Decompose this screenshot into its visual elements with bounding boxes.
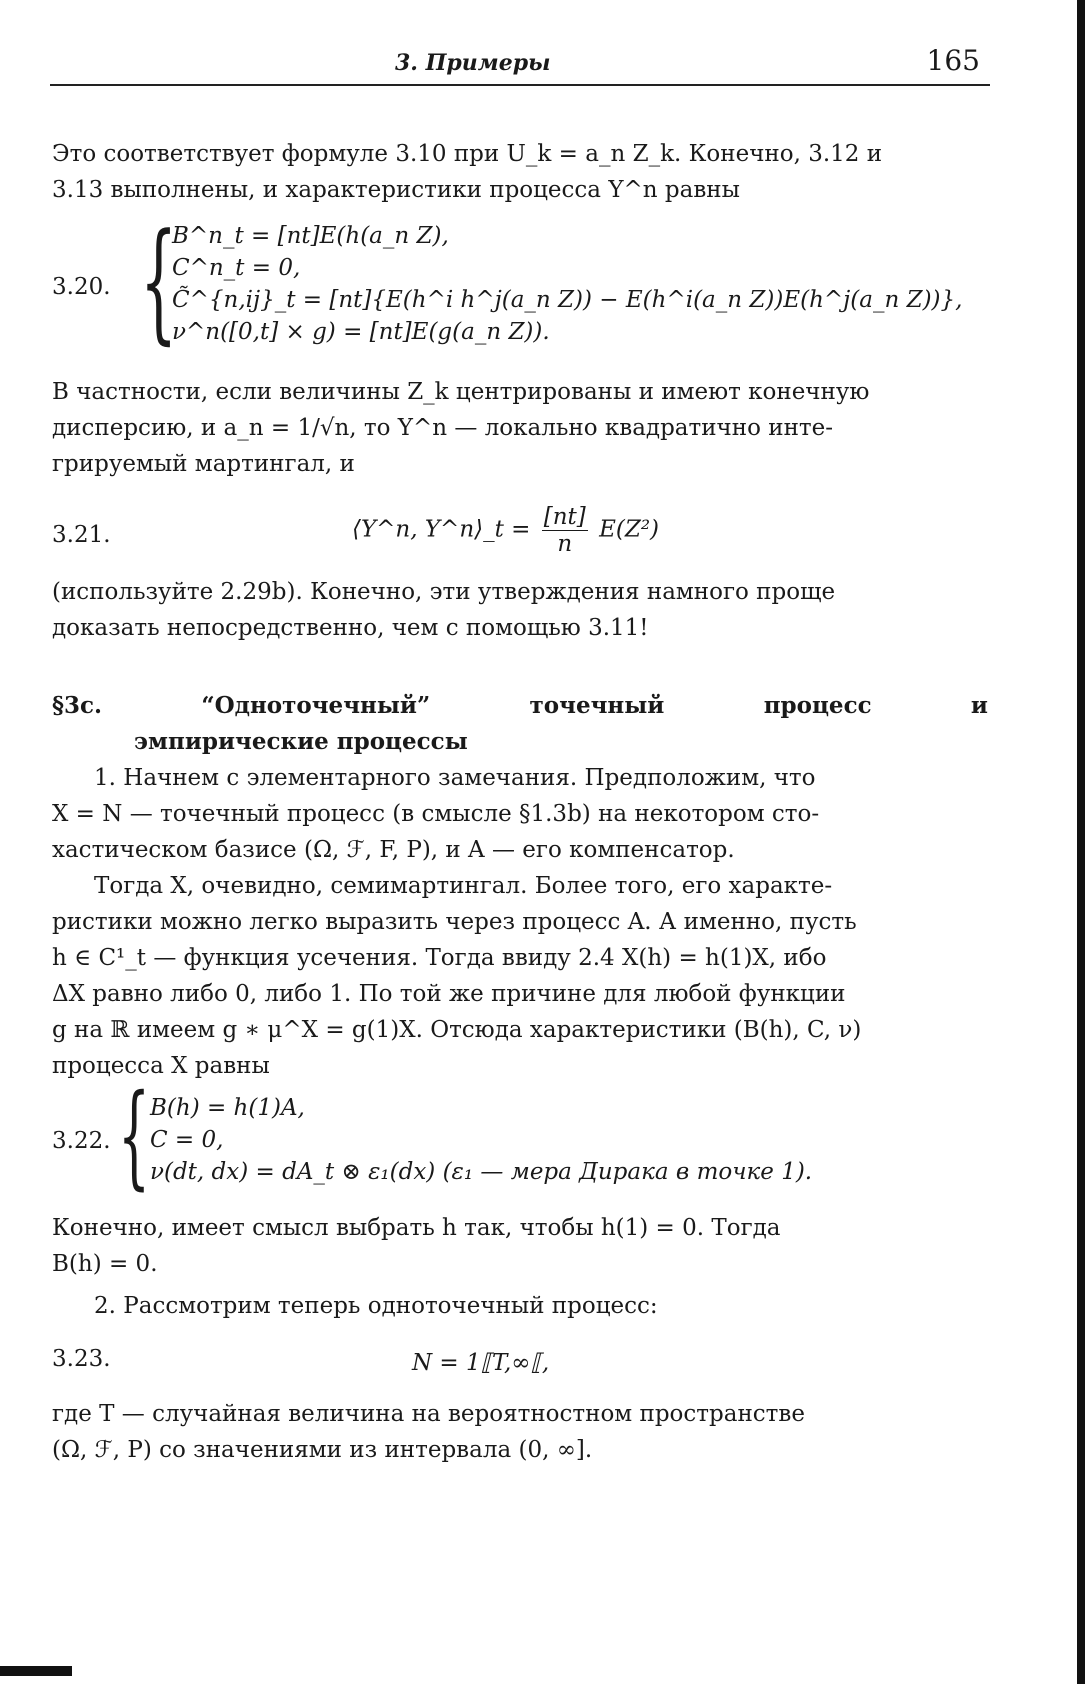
chapter-title: 3. Примеры bbox=[395, 50, 551, 76]
left-brace: { bbox=[140, 205, 178, 357]
equation-line: B^n_t = [nt]E(h(a_n Z), bbox=[172, 223, 449, 249]
text-line: доказать непосредственно, чем с помощью 3.11! bbox=[52, 615, 649, 641]
section-heading bbox=[52, 688, 988, 760]
paragraph-4 bbox=[52, 760, 988, 868]
equation-system bbox=[172, 220, 962, 348]
text-line: h ∈ C¹_t — функция усечения. Тогда ввиду 2.4 X(h) = h(1)X, ибо bbox=[52, 945, 827, 971]
text-line: где T — случайная величина на вероятностном пространстве bbox=[52, 1401, 805, 1427]
heading-word: и bbox=[970, 692, 988, 719]
equation-number: 3.21. bbox=[52, 522, 111, 548]
text-line: 2. Рассмотрим теперь одноточечный процесс: bbox=[94, 1293, 658, 1319]
text-line: ΔX равно либо 0, либо 1. По той же причине для любой функции bbox=[52, 981, 846, 1007]
text-line: В частности, если величины Z_k центрированы и имеют конечную bbox=[52, 379, 870, 405]
equation-3-21 bbox=[52, 504, 988, 574]
text-line: g на ℝ имеем g ∗ μ^X = g(1)X. Отсюда характеристики (B(h), C, ν) bbox=[52, 1017, 862, 1043]
left-brace: { bbox=[118, 1071, 151, 1201]
equation-line: C^n_t = 0, bbox=[172, 255, 301, 281]
equation-number: 3.22. bbox=[52, 1128, 111, 1154]
section-heading-line-1 bbox=[52, 688, 988, 724]
text-line: Тогда X, очевидно, семимартингал. Более того, его характе- bbox=[94, 873, 833, 899]
equation-body: N = 1⟦T,∞⟦, bbox=[412, 1350, 550, 1376]
equation-line: B(h) = h(1)A, bbox=[150, 1095, 305, 1121]
paragraph-2 bbox=[52, 374, 988, 482]
heading-word: “Одноточечный” bbox=[201, 692, 431, 719]
paragraph-3 bbox=[52, 574, 988, 646]
text-line: грируемый мартингал, и bbox=[52, 451, 355, 477]
paragraph-6 bbox=[52, 1210, 988, 1282]
fraction-denominator: n bbox=[557, 531, 573, 557]
heading-word: точечный bbox=[529, 692, 665, 719]
equation-number: 3.20. bbox=[52, 274, 111, 300]
section-number: §3c. bbox=[52, 692, 103, 719]
section-heading-line-2: эмпирические процессы bbox=[134, 728, 468, 755]
running-header bbox=[50, 44, 990, 84]
header-rule bbox=[50, 84, 990, 86]
text-line: Это соответствует формуле 3.10 при U_k = a_n Z_k. Конечно, 3.12 и bbox=[52, 141, 883, 167]
equation-line: C̃^{n,ij}_t = [nt]{E(h^i h^j(a_n Z)) − E(h^i(a_n Z))E(h^j(a_n Z))}, bbox=[172, 287, 963, 313]
heading-word: процесс bbox=[763, 692, 872, 719]
paragraph-8 bbox=[52, 1396, 988, 1468]
equation-3-20 bbox=[52, 205, 988, 362]
equation-system bbox=[150, 1092, 812, 1188]
text-line: Конечно, имеет смысл выбрать h так, чтобы h(1) = 0. Тогда bbox=[52, 1215, 781, 1241]
scan-corner-mark bbox=[0, 1666, 72, 1676]
equation-3-23 bbox=[52, 1344, 988, 1388]
equation-body bbox=[352, 504, 659, 557]
paragraph-7 bbox=[52, 1288, 988, 1324]
equation-rhs: E(Z²) bbox=[599, 516, 660, 543]
text-line: B(h) = 0. bbox=[52, 1251, 158, 1277]
equation-line: ν(dt, dx) = dA_t ⊗ ε₁(dx) (ε₁ — мера Дирака в точке 1). bbox=[150, 1159, 813, 1185]
text-line: дисперсию, и a_n = 1/√n, то Y^n — локально квадратично инте- bbox=[52, 415, 834, 441]
text-line: (используйте 2.29b). Конечно, эти утверждения намного проще bbox=[52, 579, 836, 605]
fraction bbox=[542, 504, 588, 557]
equation-line: C = 0, bbox=[150, 1127, 224, 1153]
paragraph-5 bbox=[52, 868, 988, 1084]
text-line: ристики можно легко выразить через процесс A. А именно, пусть bbox=[52, 909, 857, 935]
scan-edge-shadow bbox=[1077, 0, 1085, 1684]
text-line: процесса X равны bbox=[52, 1053, 270, 1079]
text-line: X = N — точечный процесс (в смысле §1.3b) на некотором сто- bbox=[52, 801, 820, 827]
equation-line: ν^n([0,t] × g) = [nt]E(g(a_n Z)). bbox=[172, 319, 550, 345]
paragraph-1 bbox=[52, 136, 988, 208]
equation-3-22 bbox=[52, 1071, 988, 1206]
fraction-numerator: [nt] bbox=[543, 504, 586, 530]
page-number: 165 bbox=[926, 44, 980, 77]
equation-number: 3.23. bbox=[52, 1346, 111, 1372]
text-line: хастическом базисе (Ω, ℱ, F, P), и A — его компенсатор. bbox=[52, 837, 735, 863]
text-line: (Ω, ℱ, P) со значениями из интервала (0, ∞]. bbox=[52, 1437, 593, 1463]
text-line: 1. Начнем с элементарного замечания. Предположим, что bbox=[94, 765, 816, 791]
equation-lhs: ⟨Y^n, Y^n⟩_t = bbox=[352, 516, 531, 543]
text-line: 3.13 выполнены, и характеристики процесса Y^n равны bbox=[52, 177, 740, 203]
